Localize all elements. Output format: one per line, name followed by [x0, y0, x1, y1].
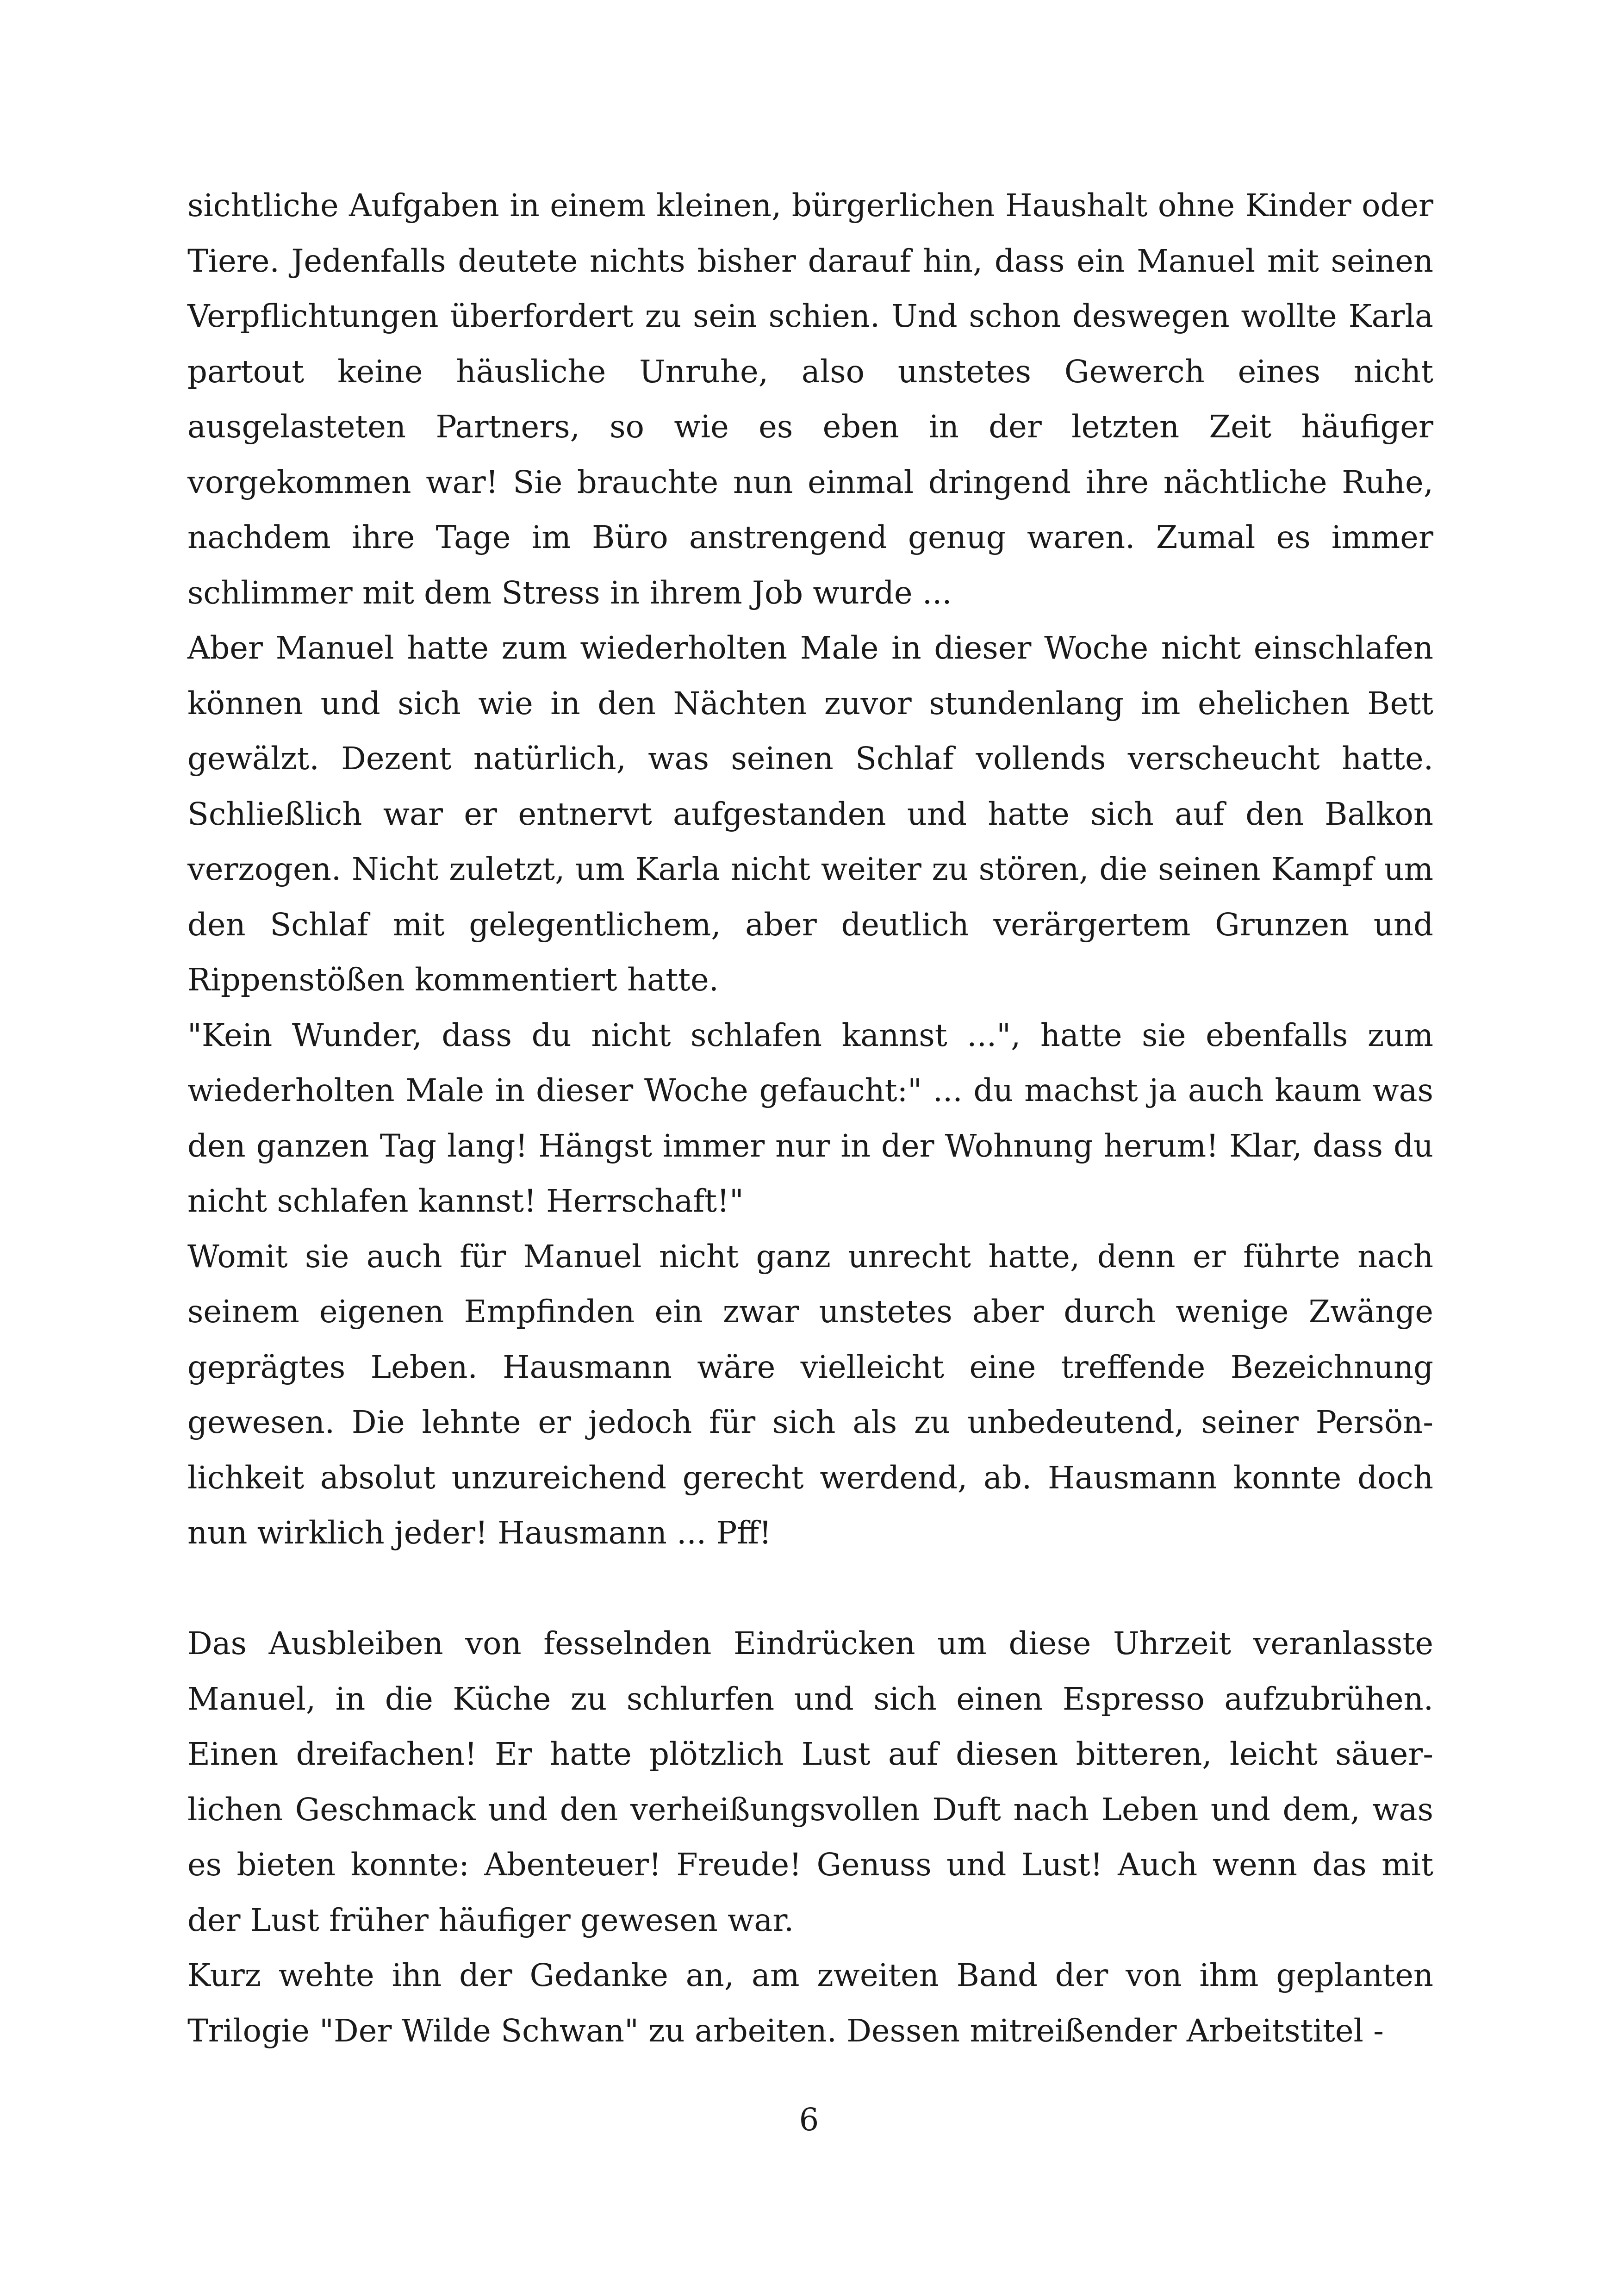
paragraph: Aber Manuel hatte zum wiederholten Male in dieser Woche nicht einschlafen können und sich wie in den Nächten zuvor stundenlang im ehelichen Bett gewälzt. Dezent natürlich, was seinen Schlaf vollends verscheucht hatte. Schließlich war er entnervt aufgestanden und hatte sich auf den Balkon verzogen. Nicht zuletzt, um Karla nicht weiter zu stören, die seinen Kampf um den Schlaf mit gelegentlichem, aber deutlich verärgertem Grunzen und Rippenstößen kommentiert hatte.	[187, 630, 1433, 998]
body-text	[187, 178, 1433, 2059]
paragraph: Das Ausbleiben von fesselnden Eindrücken um diese Uhrzeit veranlasste Manuel, in die Küche zu schlurfen und sich einen Espresso aufzubrühen. Einen dreifachen! Er hatte plötzlich Lust auf diesen bitteren, leicht säuerlichen Geschmack und den verheißungsvollen Duft nach Leben und dem, was es bieten konnte: Abenteuer! Freude! Genuss und Lust! Auch wenn das mit der Lust früher häufiger gewesen war.	[187, 1625, 1433, 1938]
paragraph: "Kein Wunder, dass du nicht schlafen kannst ...", hatte sie ebenfalls zum wiederholten Male in dieser Woche gefaucht:" ... du machst ja auch kaum was den ganzen Tag lang! Hängst immer nur in der Wohnung herum! Klar, dass du nicht schlafen kannst! Herrschaft!"	[187, 1017, 1433, 1219]
paragraph-spacer	[187, 1561, 1433, 1617]
paragraph: Womit sie auch für Manuel nicht ganz unrecht hatte, denn er führte nach seinem eigenen Empfinden ein zwar unstetes aber durch wenige Zwänge geprägtes Leben. Hausmann wäre vielleicht eine treffende Bezeichnung gewesen. Die lehnte er jedoch für sich als zu unbedeutend, seiner Persönlichkeit absolut unzureichend gerecht werdend, ab. Hausmann konnte doch nun wirklich jeder! Hausmann ... Pff!	[187, 1238, 1433, 1551]
page-number: 6	[799, 2102, 819, 2138]
paragraph: sichtliche Aufgaben in einem kleinen, bürgerlichen Haushalt ohne Kinder oder Tiere. Jedenfalls deutete nichts bisher darauf hin, dass ein Manuel mit seinen Verpflichtungen überfordert zu sein schien. Und schon deswegen wollte Karla partout keine häusliche Unruhe, also unstetes Gewerch eines nicht ausgelasteten Partners, so wie es eben in der letzten Zeit häufiger vorgekommen war! Sie brauchte nun einmal dringend ihre nächtliche Ruhe, nachdem ihre Tage im Büro anstrengend genug waren. Zumal es immer schlimmer mit dem Stress in ihrem Job wurde ...	[187, 187, 1433, 611]
paragraph: Kurz wehte ihn der Gedanke an, am zweiten Band der von ihm geplanten Trilogie "Der Wilde Schwan" zu arbeiten. Dessen mitreißender Arbeitstitel -	[187, 1957, 1433, 2049]
